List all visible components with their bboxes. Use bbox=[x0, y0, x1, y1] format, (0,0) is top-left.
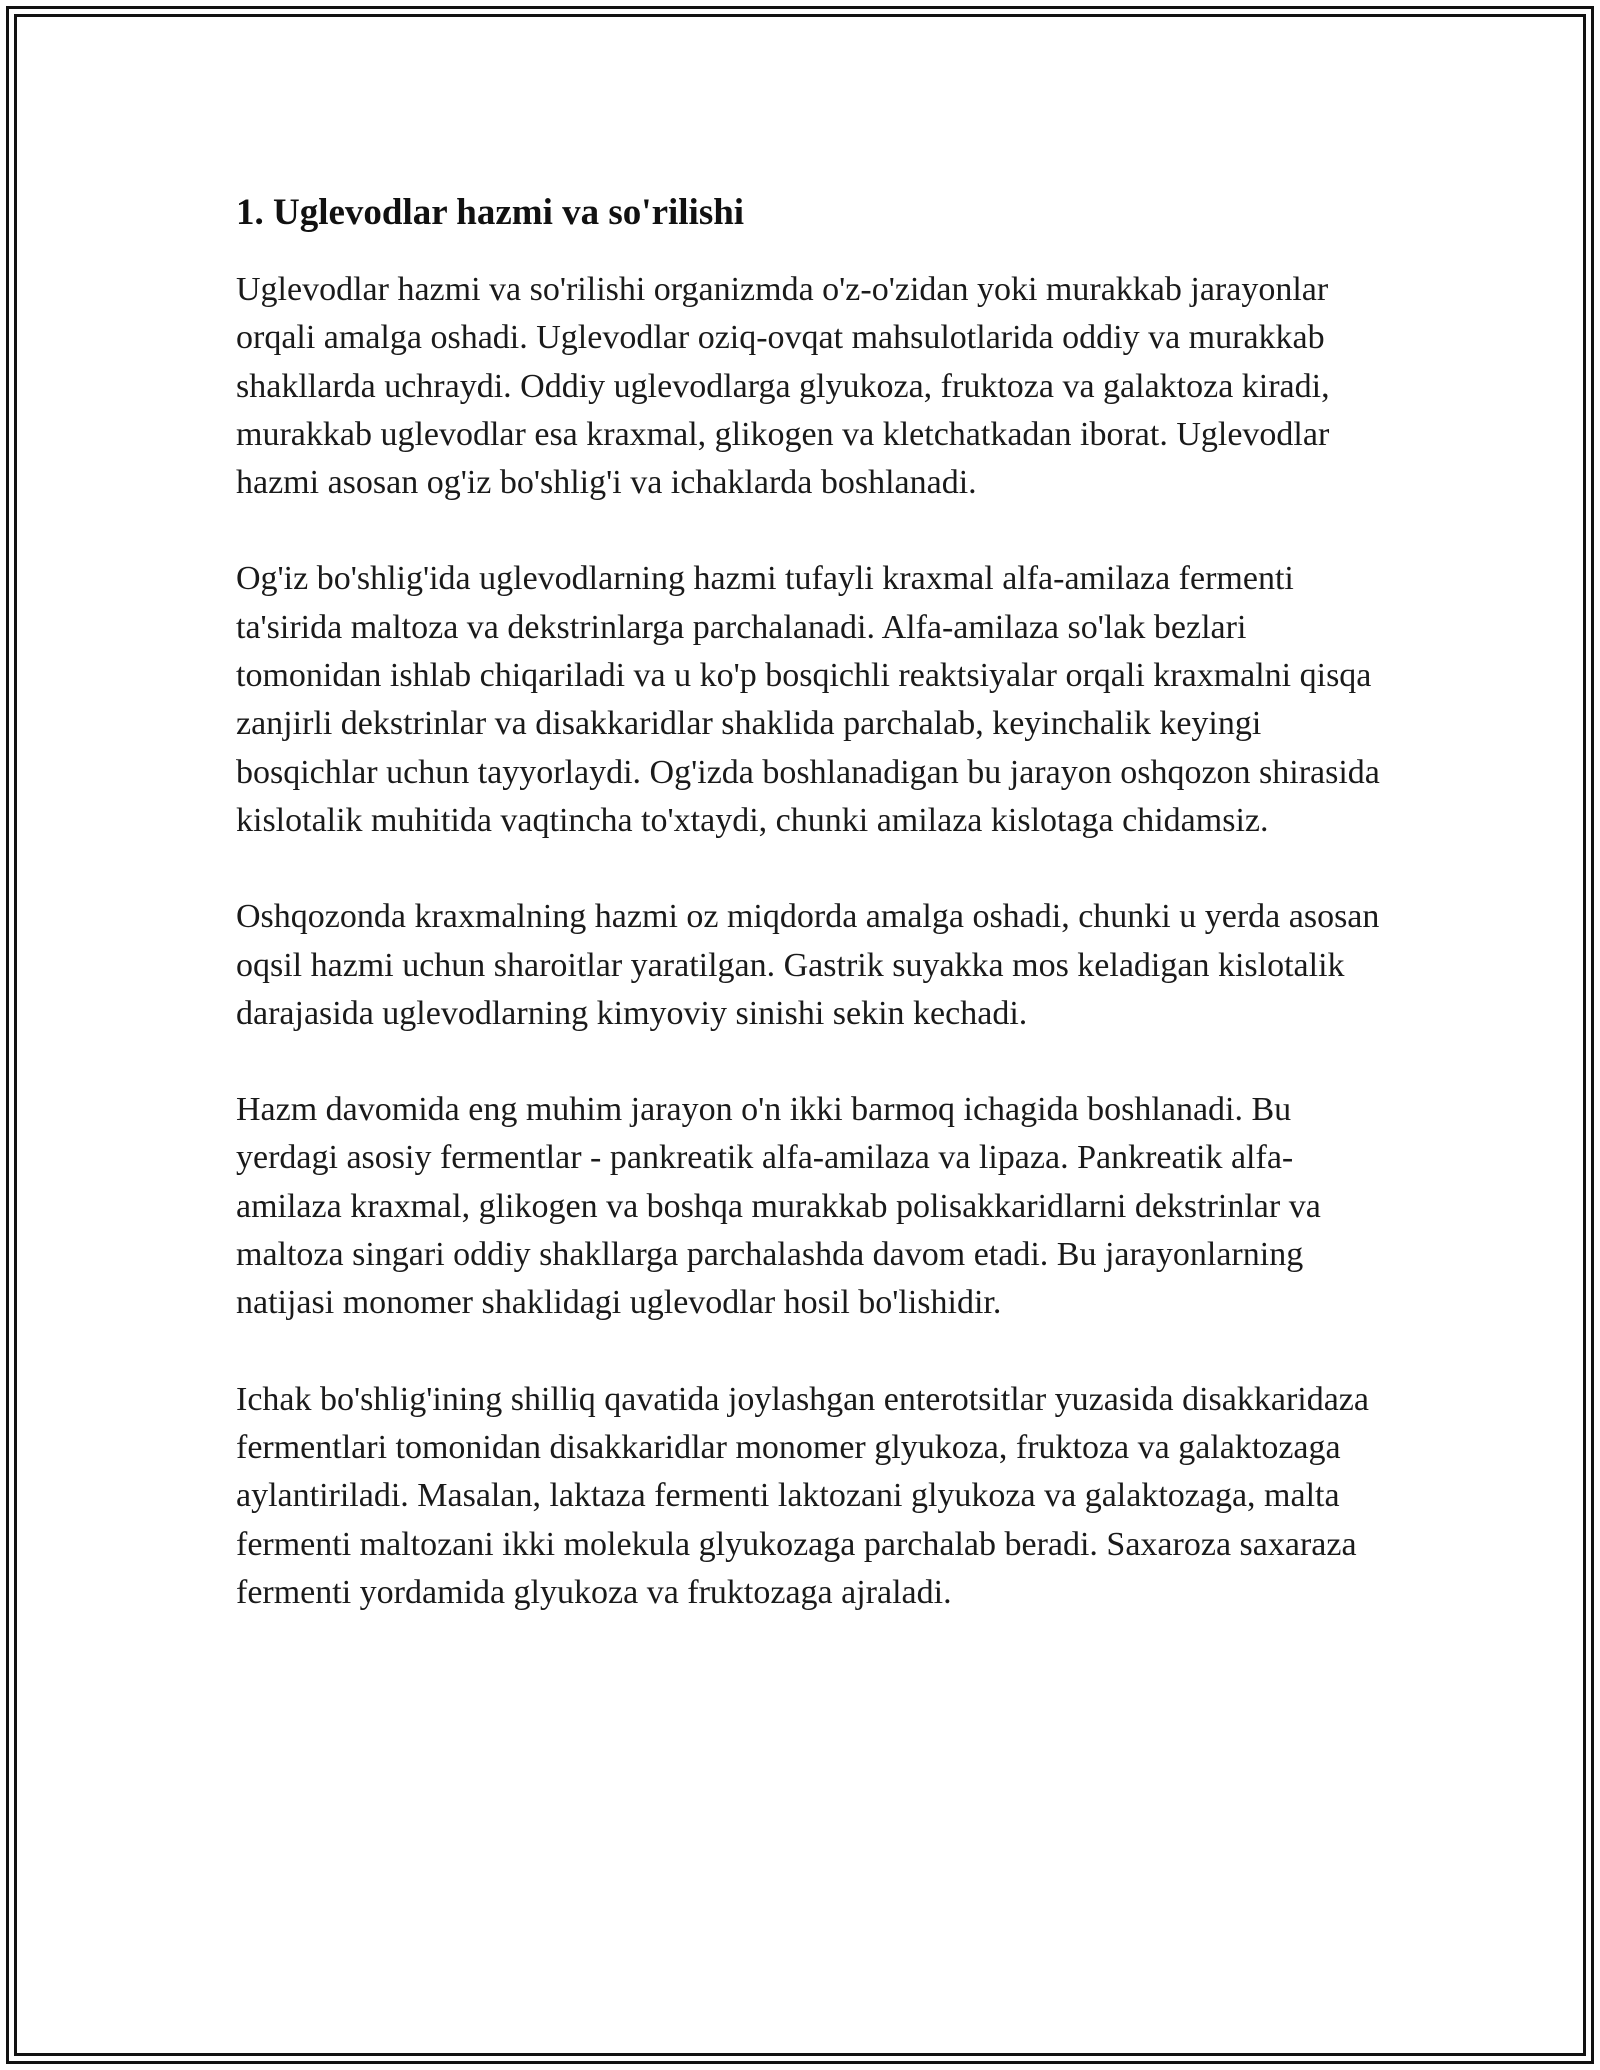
paragraph-intro: Uglevodlar hazmi va so'rilishi organizmda o'z-o'zidan yoki murakkab jarayonlar orqali amalga oshadi. Uglevodlar oziq-ovqat mahsulotlarida oddiy va murakkab shakllarda uchraydi. Oddiy uglevodlarga glyukoza, fruktoza va galaktoza kiradi, murakkab uglevodlar esa kraxmal, glikogen va kletchatkadan iborat. Uglevodlar hazmi asosan og'iz bo'shlig'i va ichaklarda boshlanadi. bbox=[236, 271, 1330, 502]
document-body bbox=[236, 186, 1386, 1665]
paragraph-intestine: Ichak bo'shlig'ining shilliq qavatida joylashgan enterotsitlar yuzasida disakkaridaza fermentlari tomonidan disakkaridlar monomer glyukoza, fruktoza va galaktozaga aylantiriladi. Masalan, laktaza fermenti laktozani glyukoza va galaktozaga, malta fermenti maltozani ikki molekula glyukozaga parchalab beradi. Saxaroza saxaraza fermenti yordamida glyukoza va fruktozaga ajraladi. bbox=[236, 1380, 1369, 1611]
paragraph-duodenum: Hazm davomida eng muhim jarayon o'n ikki barmoq ichagida boshlanadi. Bu yerdagi asosiy fermentlar - pankreatik alfa-amilaza va lipaza. Pankreatik alfa-amilaza kraxmal, glikogen va boshqa murakkab polisakkaridlarni dekstrinlar va maltoza singari oddiy shakllarga parchalashda davom etadi. Bu jarayonlarning natijasi monomer shaklidagi uglevodlar hosil bo'lishidir. bbox=[236, 1091, 1321, 1322]
paragraph-stomach: Oshqozonda kraxmalning hazmi oz miqdorda amalga oshadi, chunki u yerda asosan oqsil hazmi uchun sharoitlar yaratilgan. Gastrik suyakka mos keladigan kislotalik darajasida uglevodlarning kimyoviy sinishi sekin kechadi. bbox=[236, 898, 1380, 1032]
section-heading: 1. Uglevodlar hazmi va so'rilishi bbox=[236, 192, 745, 233]
paragraph-oral-cavity: Og'iz bo'shlig'ida uglevodlarning hazmi tufayli kraxmal alfa-amilaza fermenti ta'sirida maltoza va dekstrinlarga parchalanadi. Alfa-amilaza so'lak bezlari tomonidan ishlab chiqariladi va u ko'p bosqichli reaktsiyalar orqali kraxmalni qisqa zanjirli dekstrinlar va disakkaridlar shaklida parchalab, keyinchalik keyingi bosqichlar uchun tayyorlaydi. Og'izda boshlanadigan bu jarayon oshqozon shirasida kislotalik muhitida vaqtincha to'xtaydi, chunki amilaza kislotaga chidamsiz. bbox=[236, 560, 1380, 839]
